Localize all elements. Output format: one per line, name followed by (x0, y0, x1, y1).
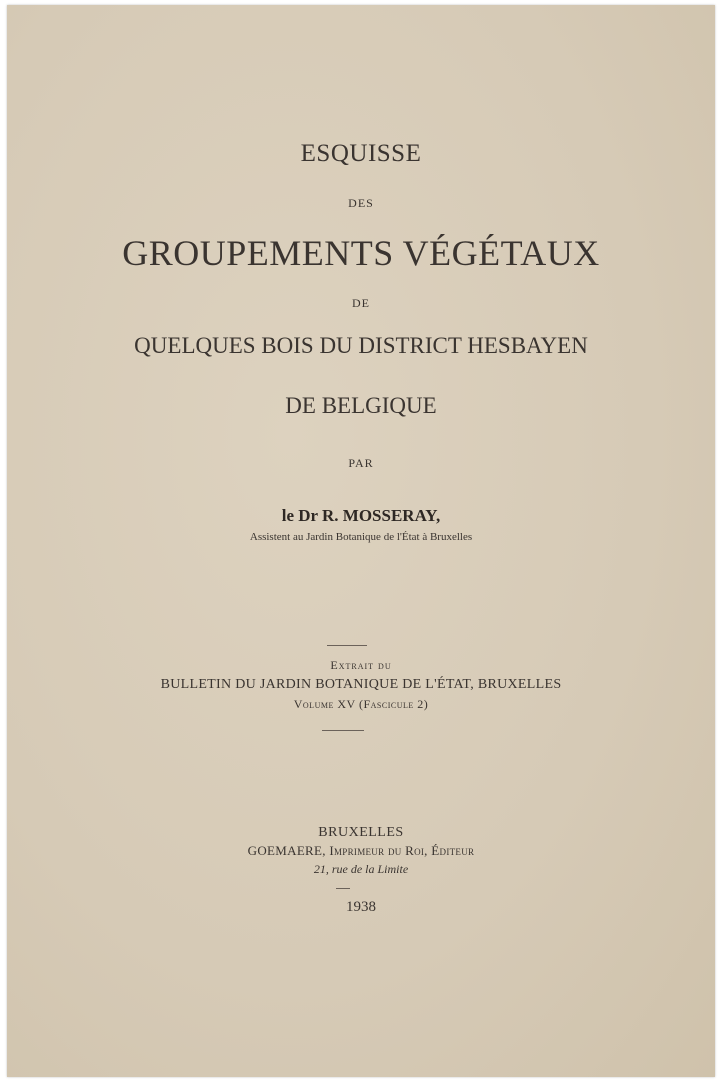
bulletin-name: BULLETIN DU JARDIN BOTANIQUE DE L'ÉTAT, BRUXELLES (160, 677, 562, 692)
divider-rule-bottom (322, 730, 364, 731)
title-line-quelques-bois: QUELQUES BOIS DU DISTRICT HESBAYEN (134, 333, 588, 358)
extrait-label: Extrait du (330, 658, 392, 672)
imprint-year: 1938 (346, 899, 376, 915)
volume-label: Volume XV (Fascicule 2) (293, 697, 429, 711)
title-line-des: DES (348, 196, 374, 210)
title-line-esquisse: ESQUISSE (300, 140, 422, 167)
divider-rule-small (336, 888, 350, 889)
title-line-de: DE (352, 296, 370, 310)
imprint-printer: GOEMAERE, Imprimeur du Roi, Éditeur (247, 843, 475, 858)
author-name: le Dr R. MOSSERAY, (281, 506, 441, 525)
byline-par: PAR (348, 456, 374, 470)
imprint-address: 21, rue de la Limite (313, 862, 409, 876)
title-line-belgique: DE BELGIQUE (285, 393, 437, 418)
title-line-groupements: GROUPEMENTS VÉGÉTAUX (122, 233, 600, 273)
divider-rule-top (327, 645, 367, 646)
author-affiliation: Assistent au Jardin Botanique de l'État à Bruxelles (249, 531, 473, 543)
imprint-city: BRUXELLES (318, 825, 404, 840)
